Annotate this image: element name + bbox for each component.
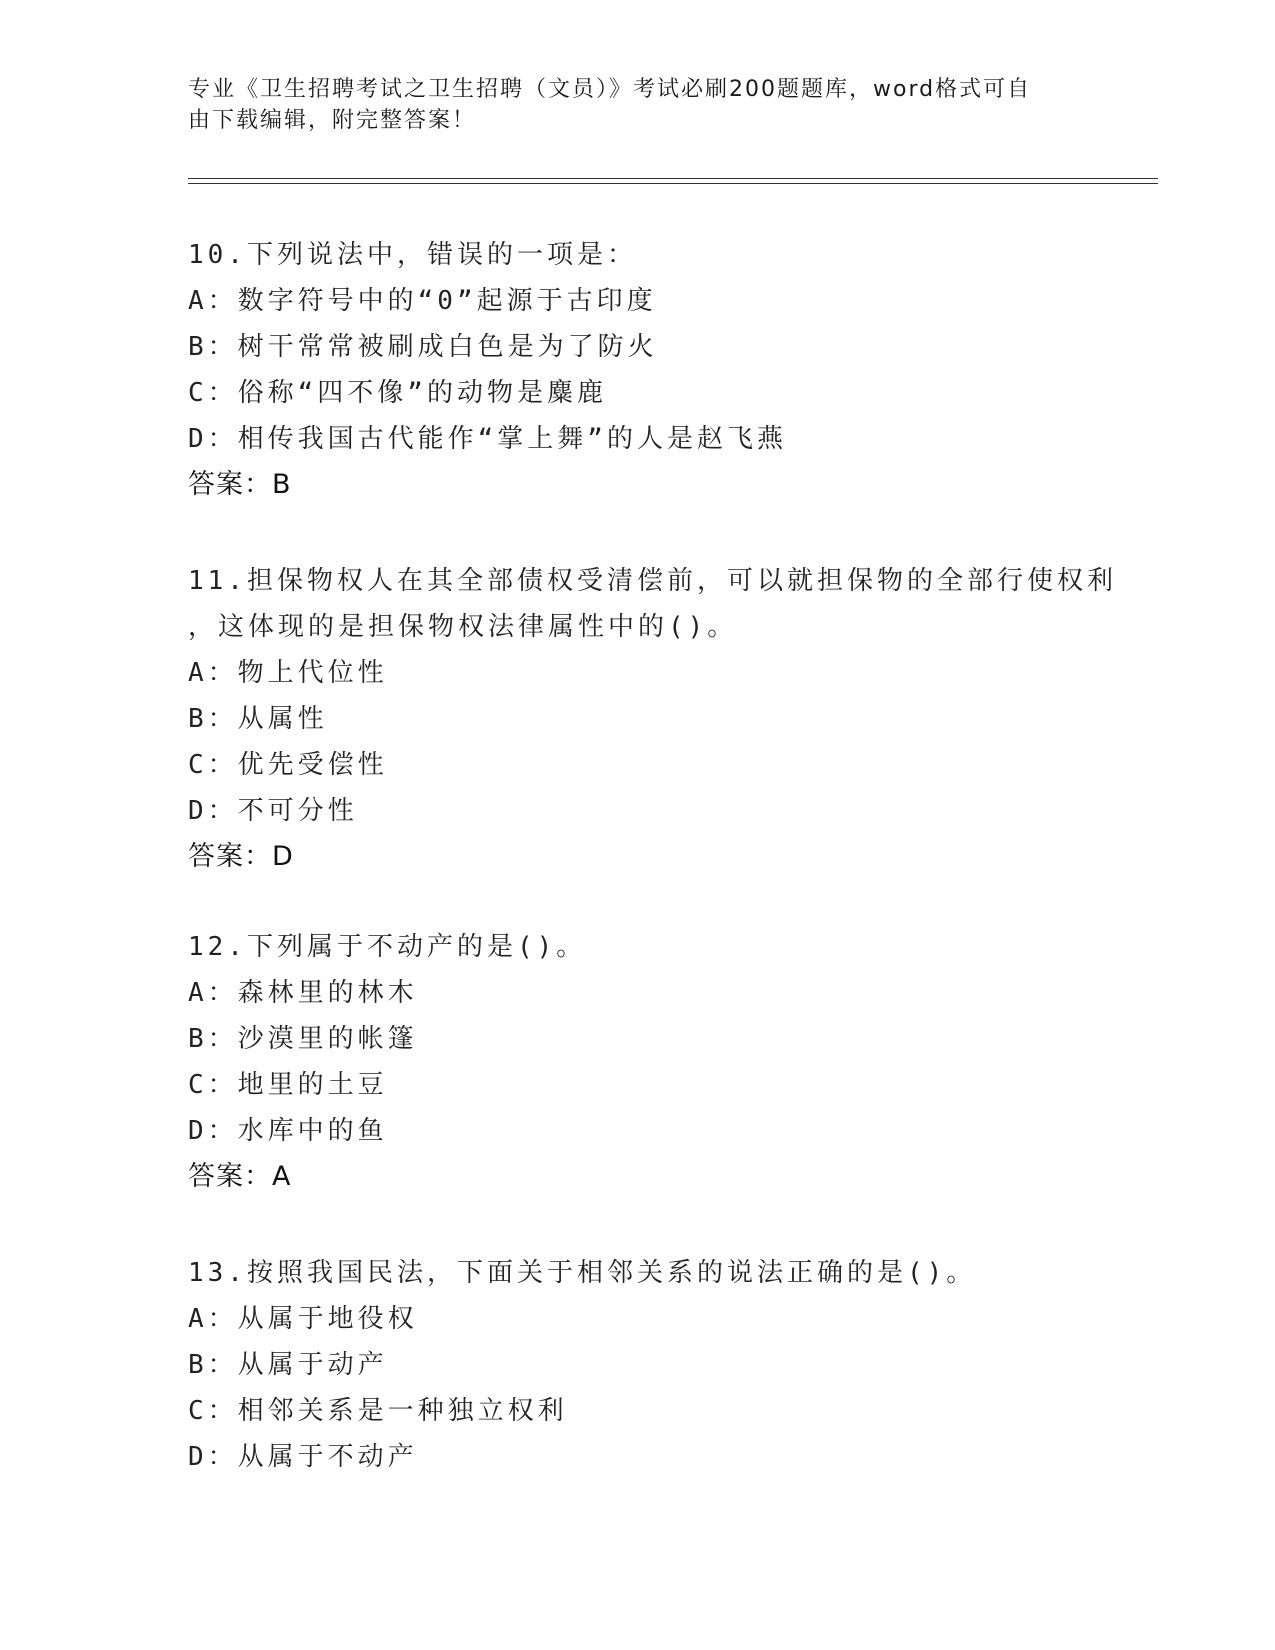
question-stem: 13.按照我国民法，下面关于相邻关系的说法正确的是()。 [188,1258,977,1288]
question-11 [188,558,1148,880]
answer-label: 答案：D [188,841,294,872]
question-stem: 10.下列说法中，错误的一项是： [188,240,637,270]
option-c: C：优先受偿性 [188,750,388,780]
header-line-2: 由下载编辑，附完整答案！ [188,108,477,133]
header-divider-top [188,178,1158,179]
option-d: D：相传我国古代能作“掌上舞”的人是赵飞燕 [188,424,787,454]
option-d: D：水库中的鱼 [188,1116,388,1146]
document-header [188,74,1088,136]
option-a: A：从属于地役权 [188,1304,418,1334]
option-a: A：数字符号中的“0”起源于古印度 [188,286,657,316]
answer-label: 答案：B [188,469,292,500]
option-c: C：俗称“四不像”的动物是麋鹿 [188,378,607,408]
option-c: C：相邻关系是一种独立权利 [188,1396,568,1426]
option-a: A：森林里的林木 [188,978,418,1008]
question-stem-continued: ，这体现的是担保物权法律属性中的()。 [188,612,738,642]
option-d: D：从属于不动产 [188,1442,418,1472]
option-b: B：沙漠里的帐篷 [188,1024,418,1054]
question-stem: 11.担保物权人在其全部债权受清偿前，可以就担保物的全部行使权利 [188,566,1117,596]
question-stem: 12.下列属于不动产的是()。 [188,932,587,962]
option-d: D：不可分性 [188,796,358,826]
option-b: B：从属于动产 [188,1350,388,1380]
header-line-1: 专业《卫生招聘考试之卫生招聘（文员）》考试必刷200题题库，word格式可自 [188,77,1032,102]
option-a: A：物上代位性 [188,658,388,688]
option-b: B：从属性 [188,704,328,734]
question-10 [188,232,1148,508]
option-c: C：地里的土豆 [188,1070,388,1100]
question-12 [188,924,1148,1200]
option-b: B：树干常常被刷成白色是为了防火 [188,332,658,362]
question-13 [188,1250,1148,1480]
header-divider-bottom [188,183,1158,184]
answer-label: 答案：A [188,1161,292,1192]
